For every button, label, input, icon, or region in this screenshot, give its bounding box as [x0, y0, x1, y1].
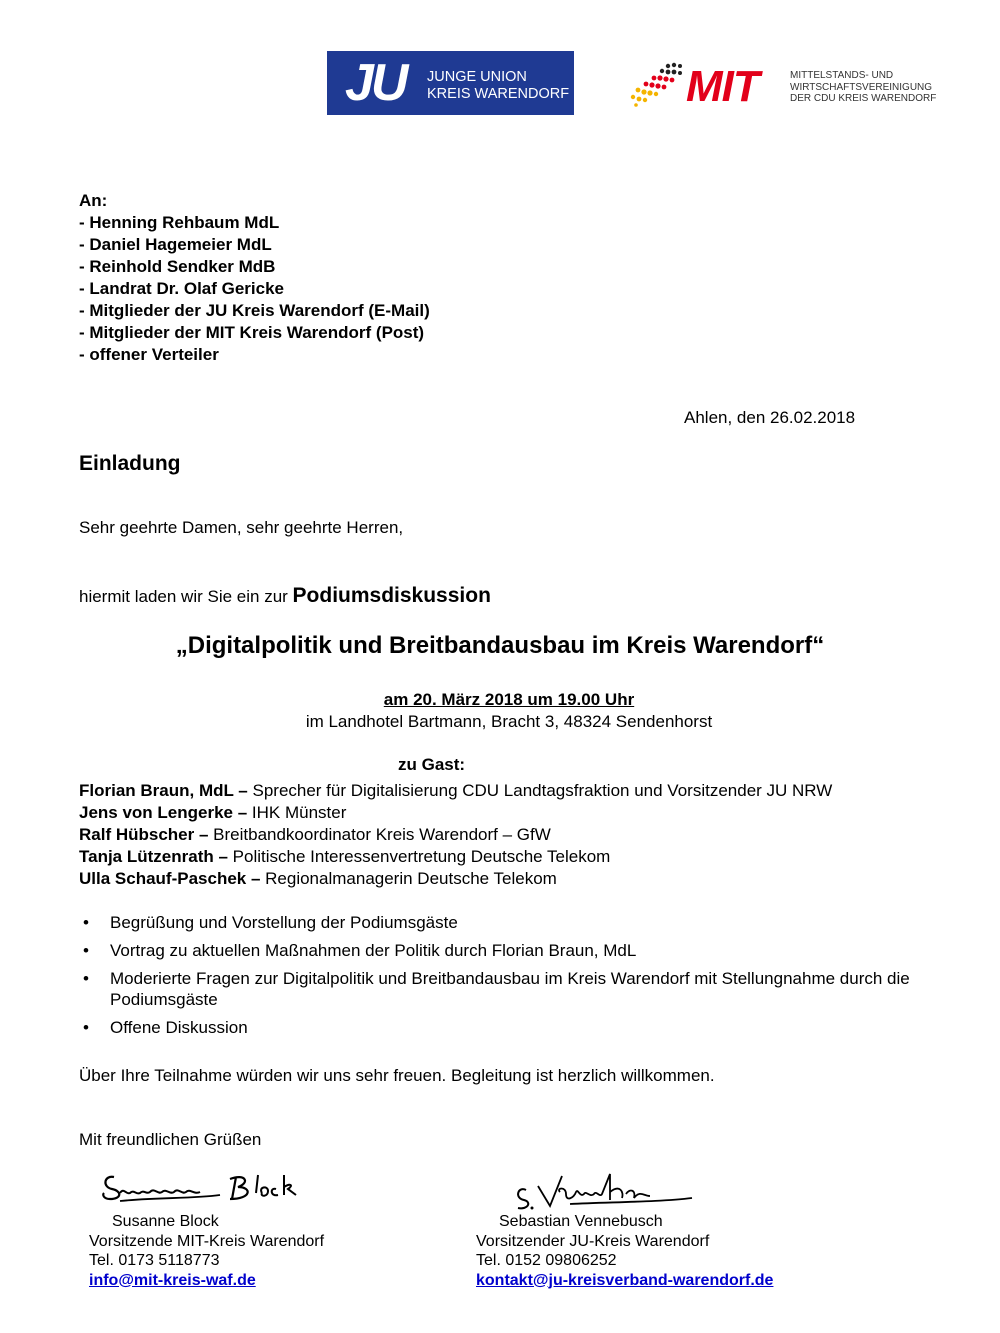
ju-logo-line1: JUNGE UNION: [427, 69, 527, 85]
bullet-icon: •: [83, 1018, 89, 1037]
mit-logo: [628, 62, 938, 112]
ju-logo: [327, 51, 574, 115]
guest-role: Regionalmanagerin Deutsche Telekom: [265, 869, 557, 888]
guest-name: Ulla Schauf-Paschek –: [79, 869, 266, 888]
guest-label: zu Gast:: [398, 755, 466, 774]
recipient-item: - Mitglieder der MIT Kreis Warendorf (Post): [79, 323, 425, 342]
signature-block-left: [89, 1212, 324, 1290]
guest-role: Politische Interessenvertretung Deutsche Telekom: [232, 847, 611, 866]
invite-line: [79, 584, 491, 608]
guest-name: Florian Braun, MdL –: [79, 781, 253, 800]
guest-role: Breitbandkoordinator Kreis Warendorf – GfW: [213, 825, 551, 844]
ju-logo-mark: JU: [345, 54, 406, 112]
guest-name: Ralf Hübscher –: [79, 825, 214, 844]
agenda-item: [79, 1017, 929, 1038]
recipient-item: - offener Verteiler: [79, 345, 219, 364]
guest-row: [79, 846, 832, 868]
recipient-item: - Daniel Hagemeier MdL: [79, 235, 272, 254]
ju-logo-line2: KREIS WARENDORF: [427, 86, 570, 102]
agenda-item: [79, 940, 929, 961]
guest-name: Tanja Lützenrath –: [79, 847, 233, 866]
date-line: Ahlen, den 26.02.2018: [684, 408, 856, 427]
mit-logo-line1: MITTELSTANDS- UND: [790, 70, 894, 81]
event-type: Podiumsdiskussion: [292, 584, 491, 607]
event-date: am 20. März 2018 um 19.00 Uhr: [383, 690, 635, 709]
signatory-phone: Tel. 0173 5118773: [89, 1252, 220, 1269]
recipient-label: An:: [79, 191, 108, 210]
signature-right: [510, 1168, 700, 1212]
ju-logo-text: [427, 69, 569, 103]
recipient-list: [79, 190, 430, 366]
guest-row: [79, 868, 832, 890]
salutation: Sehr geehrte Damen, sehr geehrte Herren,: [79, 518, 404, 537]
bullet-icon: •: [83, 969, 89, 988]
recipient-item: - Henning Rehbaum MdL: [79, 213, 280, 232]
agenda-item-text: Begrüßung und Vorstellung der Podiumsgäste: [110, 913, 458, 932]
guest-role: Sprecher für Digitalisierung CDU Landtagsfraktion und Vorsitzender JU NRW: [252, 781, 833, 800]
signatory-name: Sebastian Vennebusch: [499, 1213, 663, 1230]
guest-row: [79, 802, 832, 824]
bullet-icon: •: [83, 941, 89, 960]
agenda-item-text: Vortrag zu aktuellen Maßnahmen der Politik durch Florian Braun, MdL: [110, 941, 637, 960]
signatory-email-link[interactable]: info@mit-kreis-waf.de: [89, 1271, 256, 1289]
regards: Mit freundlichen Grüßen: [79, 1130, 262, 1149]
mit-logo-line2: WIRTSCHAFTSVEREINIGUNG: [790, 81, 933, 93]
signatory-phone: Tel. 0152 09806252: [476, 1252, 617, 1269]
event-title: „Digitalpolitik und Breitbandausbau im Kreis Warendorf“: [175, 632, 825, 659]
recipient-item: - Landrat Dr. Olaf Gericke: [79, 279, 285, 298]
signatory-name: Susanne Block: [112, 1213, 219, 1230]
mit-logo-line3: DER CDU KREIS WARENDORF: [790, 93, 937, 104]
invite-intro: hiermit laden wir Sie ein zur: [79, 587, 293, 606]
agenda-item: [79, 968, 929, 1010]
guest-row: [79, 780, 832, 802]
signatory-email-link[interactable]: kontakt@ju-kreisverband-warendorf.de: [476, 1271, 774, 1289]
signature-left: [100, 1165, 310, 1210]
guest-row: [79, 824, 832, 846]
signatory-title: Vorsitzender JU-Kreis Warendorf: [476, 1232, 710, 1250]
signature-block-right: [476, 1212, 773, 1290]
recipient-item: - Mitglieder der JU Kreis Warendorf (E-Mail): [79, 301, 430, 320]
agenda-item: [79, 912, 929, 933]
guest-list: [79, 780, 832, 890]
bullet-icon: •: [83, 913, 89, 932]
agenda-item-text: Moderierte Fragen zur Digitalpolitik und Breitbandausbau im Kreis Warendorf mit Stellungnahme durch die Podiumsgäste: [110, 969, 910, 1009]
mit-logo-text: [790, 70, 936, 105]
agenda-item-text: Offene Diskussion: [110, 1018, 248, 1037]
signatory-title: Vorsitzende MIT-Kreis Warendorf: [89, 1232, 325, 1250]
mit-logo-word: MIT: [686, 62, 759, 111]
recipient-item: - Reinhold Sendker MdB: [79, 257, 276, 276]
guest-role: IHK Münster: [251, 803, 347, 822]
agenda-list: [79, 912, 929, 1045]
event-venue: im Landhotel Bartmann, Bracht 3, 48324 Sendenhorst: [305, 712, 713, 731]
letter-heading: Einladung: [79, 452, 181, 475]
guest-name: Jens von Lengerke –: [79, 803, 252, 822]
mit-dots-icon: [628, 62, 686, 108]
closing-sentence: Über Ihre Teilnahme würden wir uns sehr freuen. Begleitung ist herzlich willkommen.: [79, 1066, 715, 1085]
